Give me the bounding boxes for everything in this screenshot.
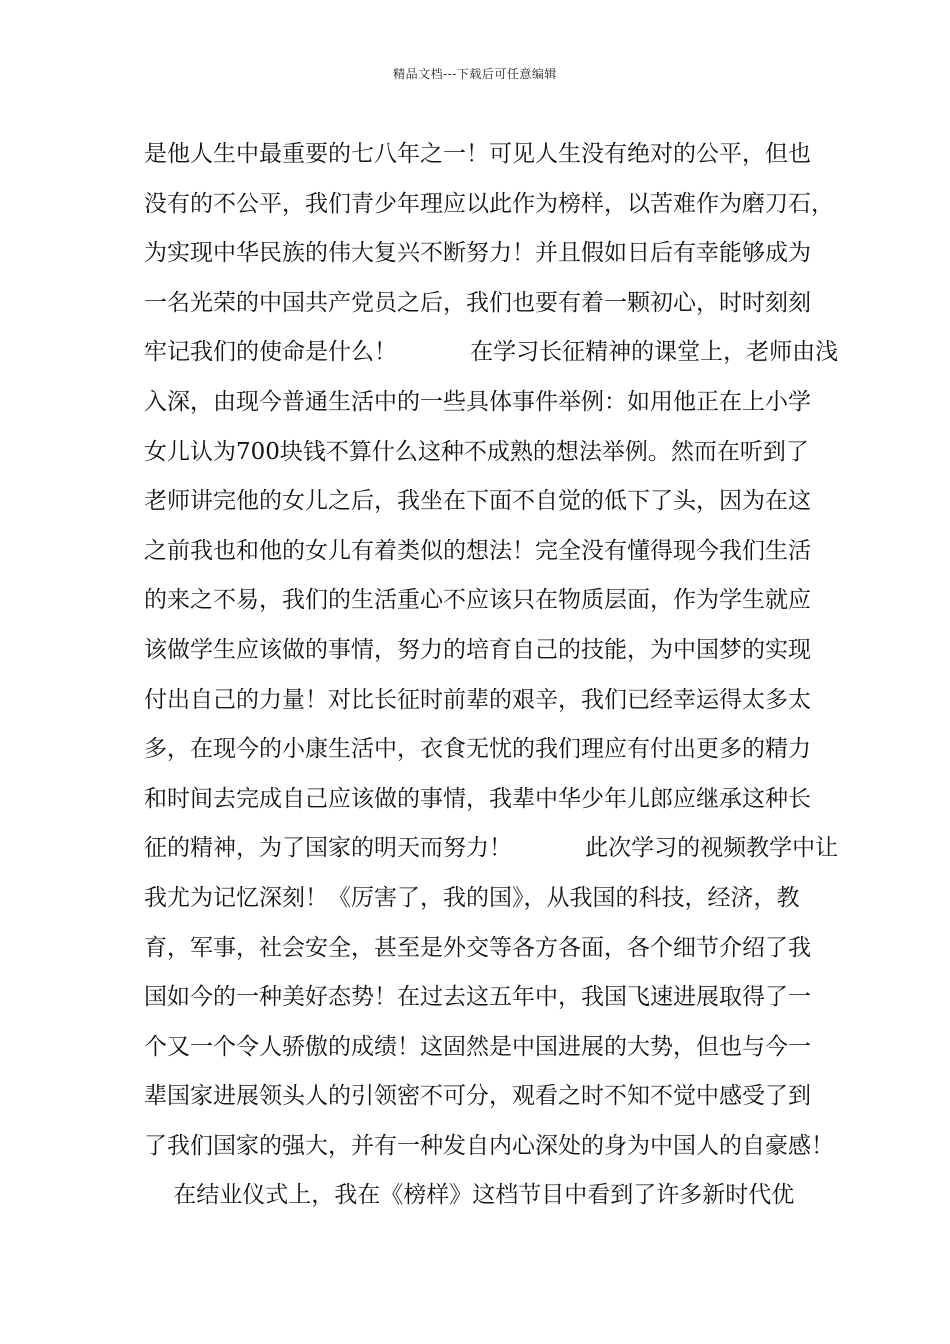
text-line: 没有的不公平，我们青少年理应以此作为榜样，以苦难作为磨刀石，: [144, 190, 834, 217]
text-line: 在结业仪式上，我在《榜样》这档节目中看到了许多新时代优: [144, 1182, 795, 1209]
text-line: 老师讲完他的女儿之后，我坐在下面不自觉的低下了头，因为在这: [144, 488, 811, 515]
text-line: 辈国家进展领头人的引领密不可分，观看之时不知不觉中感受了到: [144, 1083, 811, 1110]
text-line: 付出自己的力量！对比长征时前辈的艰辛，我们已经幸运得太多太: [144, 686, 811, 713]
text-line: 入深，由现今普通生活中的一些具体事件举例：如用他正在上小学: [144, 388, 811, 415]
text-line: 国如今的一种美好态势！在过去这五年中，我国飞速进展取得了一: [144, 984, 811, 1011]
text-line: 牢记我们的使命是什么！ 在学习长征精神的课堂上，老师由浅: [144, 339, 839, 366]
text-line: 一名光荣的中国共产党员之后，我们也要有着一颗初心，时时刻刻: [144, 289, 811, 316]
text-line: 了我们国家的强大，并有一种发自内心深处的身为中国人的自豪感！: [144, 1132, 834, 1159]
text-line: 之前我也和他的女儿有着类似的想法！完全没有懂得现今我们生活: [144, 537, 811, 564]
text-line: 为实现中华民族的伟大复兴不断努力！并且假如日后有幸能够成为: [144, 240, 811, 267]
text-line: 个又一个令人骄傲的成绩！这固然是中国进展的大势，但也与今一: [144, 1033, 811, 1060]
text-line: 多，在现今的小康生活中，衣食无忧的我们理应有付出更多的精力: [144, 736, 811, 763]
text-line: 是他人生中最重要的七八年之一！可见人生没有绝对的公平，但也: [144, 141, 811, 167]
text-line: 我尤为记忆深刻！《厉害了，我的国》，从我国的科技，经济，教: [144, 884, 800, 911]
document-body: [144, 130, 839, 1221]
text-line: 和时间去完成自己应该做的事情，我辈中华少年儿郎应继承这种长: [144, 785, 811, 812]
text-line: 育，军事，社会安全，甚至是外交等各方各面，各个细节介绍了我: [144, 934, 811, 961]
text-line: 的来之不易，我们的生活重心不应该只在物质层面，作为学生就应: [144, 587, 811, 614]
text-line: 该做学生应该做的事情，努力的培育自己的技能，为中国梦的实现: [144, 636, 811, 663]
text-line: 女儿认为700块钱不算什么这种不成熟的想法举例。然而在听到了: [144, 438, 809, 465]
text-line: 征的精神，为了国家的明天而努力！ 此次学习的视频教学中让: [144, 835, 839, 862]
page-header: 精品文档---下载后可任意编辑: [393, 67, 557, 81]
